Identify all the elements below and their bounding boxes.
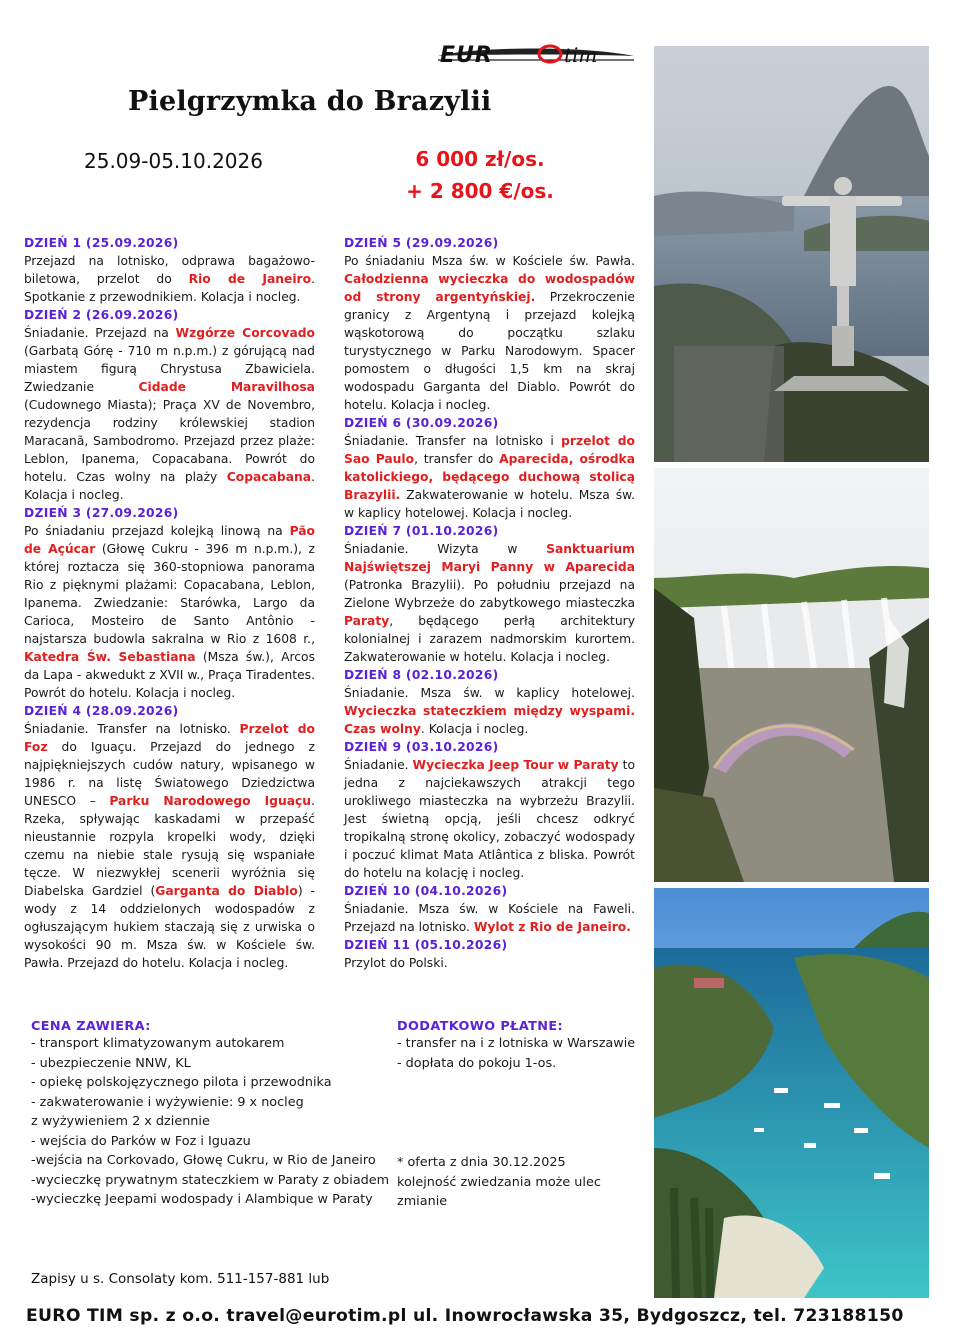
list-item: - zakwaterowanie i wyżywienie: 9 x nocleg [31, 1094, 304, 1110]
day-heading: DZIEŃ 6 (30.09.2026) [344, 416, 499, 430]
eurotim-logo [436, 40, 636, 70]
list-item: - ubezpieczenie NNW, KL [31, 1055, 191, 1071]
list-item: kolejność zwiedzania może ulec [397, 1174, 601, 1190]
day-heading: DZIEŃ 7 (01.10.2026) [344, 524, 499, 538]
includes-section [31, 1019, 389, 1210]
day-description: Śniadanie. Przejazd na Wzgórze Corcovado (Garbatą Górę - 710 m n.p.m.) z górującą nad miastem figurą Chrystusa Zbawiciela. Zwiedzanie Cidade Maravilhosa (Cudownego Miasta); Praça XV de Novembro, rezydencja rodziny królewskiej stadion Maracanã, Sambodromo. Przejazd przez plaże: Leblon, Ipanema, Copacabana. Powrót do hotelu. Czas wolny na plaży Copacabana. Kolacja i nocleg. [24, 326, 316, 502]
day-heading: DZIEŃ 5 (29.09.2026) [344, 236, 499, 250]
day-description: Śniadanie. Wycieczka Jeep Tour w Paraty to jedna z najciekawszych atrakcji tego urokliwego miasteczka na wybrzeżu Brazylii. Jest świetną opcją, jeśli chcesz odkryć tropikalną stronę okolicy, zobaczyć wodospady i poczuć klimat Mata Atlântica z bliska. Powrót do hotelu na kolację i nocleg. [344, 758, 635, 880]
day-heading: DZIEŃ 9 (03.10.2026) [344, 740, 499, 754]
signup-contact: Zapisy u s. Consolaty kom. 511-157-881 lub [31, 1271, 330, 1287]
extra-heading: DODATKOWO PŁATNE: [397, 1019, 564, 1034]
photo-iguazu-falls [654, 468, 929, 882]
list-item: -wycieczkę prywatnym stateczkiem w Paraty z obiadem [31, 1172, 390, 1188]
day-heading: DZIEŃ 4 (28.09.2026) [24, 704, 179, 718]
list-item: * oferta z dnia 30.12.2025 [397, 1155, 566, 1170]
highlight-text: Copacabana [226, 470, 312, 484]
extra-list [397, 1034, 635, 1073]
day-heading: DZIEŃ 8 (02.10.2026) [344, 668, 499, 682]
highlight-text: Cidade Maravilhosa [138, 380, 315, 394]
photo-tropical-bay [654, 888, 929, 1298]
highlight-text: Przelot do Foz [24, 722, 315, 754]
company-footer: EURO TIM sp. z o.o. travel@eurotim.pl ul. Inowrocławska 35, Bydgoszcz, tel. 723188150 [26, 1306, 904, 1326]
day-heading: DZIEŃ 3 (27.09.2026) [24, 506, 179, 520]
list-item: -wycieczkę Jeepami wodospady i Alambique w Paraty [31, 1192, 373, 1207]
highlight-text: Aparecida, ośrodka katolickiego, będącego duchową stolicą Brazylii. [344, 452, 636, 502]
highlight-text: Wylot z Rio de Janeiro. [473, 920, 631, 934]
highlight-text: Rio de Janeiro [188, 272, 312, 286]
logo-text-euro: EUR [440, 43, 493, 68]
day-description: Przejazd na lotnisko, odprawa bagażowo-biletowa, przelot do Rio de Janeiro. Spotkanie z przewodnikiem. Kolacja i nocleg. [24, 254, 315, 304]
svg-text:tim: tim [564, 43, 598, 67]
list-item: - opiekę polskojęzycznego pilota i przewodnika [31, 1075, 332, 1090]
trip-dates: 25.09-05.10.2026 [84, 149, 263, 173]
extra-section [397, 1019, 635, 1073]
day-description: Po śniadaniu Msza św. w Kościele św. Pawła. Całodzienna wycieczka do wodospadów od strony argentyńskiej. Przekroczenie granicy z Argentyną i przejazd kolejką wąskotorową do początku szlaku turystycznego w Parku Narodowym. Spacer pomostem o długości 1,5 km na skraj wodospadu Garganta del Diablo. Powrót do hotelu. Kolacja i nocleg. [344, 254, 635, 412]
list-item: - transfer na i z lotniska w Warszawie [397, 1036, 636, 1051]
highlight-text: Katedra Św. Sebastiana [24, 650, 196, 664]
day-description: Śniadanie. Wizyta w Sanktuarium Najświętszej Maryi Panny w Aparecida (Patronka Brazylii). Po południu przejazd na Zielone Wybrzeże do zabytkowego miasteczka Paraty, będącego perłą architektury kolonialnej i zarazem nadmorskim kurortem. Zakwaterowanie w hotelu. Kolacja i nocleg. [344, 542, 635, 664]
day-heading: DZIEŃ 1 (25.09.2026) [24, 236, 179, 250]
highlight-text: Sanktuarium Najświętszej Maryi Panny w Aparecida [344, 542, 635, 574]
price-pln: 6 000 zł/os. [415, 147, 545, 171]
day-description: Śniadanie. Msza św. w kaplicy hotelowej. Wycieczka stateczkiem między wyspami. Czas wolny. Kolacja i nocleg. [344, 686, 635, 736]
price-eur: + 2 800 €/os. [406, 179, 554, 203]
photo-christ-redeemer [654, 46, 929, 462]
highlight-text: Pão de Açúcar [24, 524, 315, 556]
page-title: Pielgrzymka do Brazylii [128, 86, 492, 117]
includes-list [31, 1034, 389, 1210]
day-description: Śniadanie. Msza św. w Kościele na Faweli. Przejazd na lotnisko. Wylot z Rio de Janeiro. [344, 902, 635, 934]
day-heading: DZIEŃ 2 (26.09.2026) [24, 308, 179, 322]
list-item: z wyżywieniem 2 x dziennie [31, 1114, 210, 1129]
day-description: Śniadanie. Transfer na lotnisko. Przelot do Foz do Iguaçu. Przejazd do jednego z najpiękniejszych cudów natury, wpisanego w 1986 r. na listę Światowego Dziedzictwa UNESCO – Parku Narodowego Iguaçu. Rzeka, spływając kaskadami w przepaść nieustannie rozpyla kropelki wody, dzięki czemu na niebie stale rysują się wspaniałe tęcze. W niezwykłej scenerii wyróżnia się Diabelska Gardziel (Garganta do Diablo) - wody z 14 oddzielonych wodospadów z ogłuszającym hukiem staczają się z urwiska o wysokości 90 m. Msza św. w Kościele św. Pawła. Przejazd do hotelu. Kolacja i nocleg. [24, 722, 315, 970]
list-item: - wejścia do Parków w Foz i Iguazu [31, 1133, 251, 1149]
highlight-text: Wycieczka stateczkiem między wyspami. Czas wolny [344, 704, 635, 736]
list-item: zmianie [397, 1194, 448, 1209]
highlight-text: Paraty [344, 614, 390, 628]
includes-heading: CENA ZAWIERA: [31, 1019, 151, 1034]
itinerary-right-column [344, 234, 635, 972]
highlight-text: Garganta do Diablo [155, 884, 298, 898]
highlight-text: Wzgórze Corcovado [175, 326, 316, 340]
highlight-text: Parku Narodowego Iguaçu [109, 794, 312, 808]
offer-notes [397, 1153, 601, 1212]
list-item: - transport klimatyzowanym autokarem [31, 1036, 285, 1051]
day-description: Przylot do Polski. [344, 956, 448, 970]
highlight-text: Wycieczka Jeep Tour w Paraty [412, 758, 619, 772]
list-item: -wejścia na Corkovado, Głowę Cukru, w Rio de Janeiro [31, 1153, 376, 1168]
list-item: - dopłata do pokoju 1-os. [397, 1055, 557, 1071]
day-heading: DZIEŃ 10 (04.10.2026) [344, 884, 508, 898]
day-description: Śniadanie. Transfer na lotnisko i przelot do Sao Paulo, transfer do Aparecida, ośrodka katolickiego, będącego duchową stolicą Brazylii. Zakwaterowanie w hotelu. Msza św. w kaplicy hotelowej. Kolacja i nocleg. [344, 434, 636, 520]
day-heading: DZIEŃ 11 (05.10.2026) [344, 938, 508, 952]
highlight-text: przelot do Sao Paulo [344, 434, 636, 466]
day-description: Po śniadaniu przejazd kolejką linową na Pão de Açúcar (Głowę Cukru - 396 m n.p.m.), z której roztacza się 360-stopniowa panorama Rio z pięknymi plażami: Copacabana, Leblon, Ipanema. Zwiedzanie: Starówka, Largo da Carioca, Mosteiro de Santo Antônio - najstarsza budowla sakralna w Rio z 1608 r., Katedra Św. Sebastiana (Msza św.), Arcos da Lapa - akwedukt z XVII w., Praça Tiradentes. Powrót do hotelu. Kolacja i nocleg. [24, 524, 315, 700]
highlight-text: Całodzienna wycieczka do wodospadów od strony argentyńskiej. [344, 272, 635, 304]
itinerary-left-column [24, 234, 315, 972]
